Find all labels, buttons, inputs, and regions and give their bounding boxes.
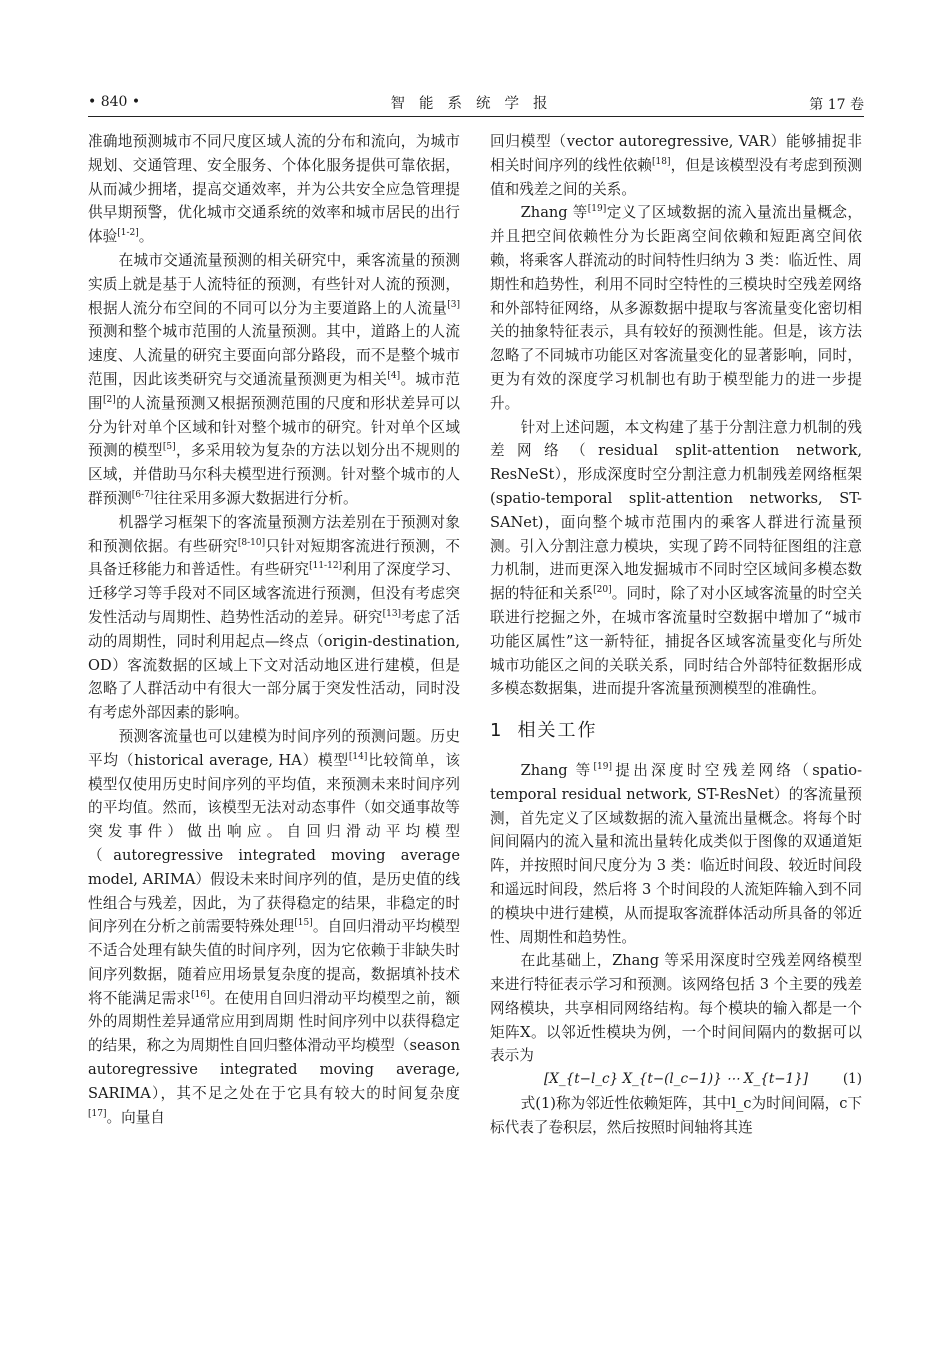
citation[interactable]: [13] <box>382 609 402 620</box>
citation[interactable]: [18] <box>652 156 671 167</box>
citation[interactable]: [6-7] <box>131 490 154 501</box>
paragraph: Zhang 等[19]提出深度时空残差网络（spatio-temporal residual network, ST-ResNet）的客流量预测，首先定义了区域数据的流入量流出量概念。将每个时间间隔内的流入量和流出量转化成类似于图像的双通道矩阵，并按照时间尺度分为 3 类：临近时间段、较近时间段和遥远时间段，然后将 3 个时间段的人流矩阵输入到不同的模块中进行建模，从而提取客流群体活动所具备的邻近性、周期性和趋势性。 <box>490 761 862 946</box>
citation[interactable]: [4] <box>387 371 401 382</box>
citation[interactable]: [8-10] <box>237 537 266 548</box>
section-number: 1 <box>490 720 504 742</box>
page-number: • 840 • <box>88 94 141 110</box>
paragraph: Zhang 等[19]定义了区域数据的流入量流出量概念，并且把空间依赖性分为长距离空间依赖和短距离空间依赖，将乘客人群流动的时间特性归纳为 3 类：临近性、周期性和趋势性，利用不同时空特性的三模块时空残差网络和外部特征网络，从多源数据中提取与客流量变化密切相关的抽象特征表示，具有较好的预测性能。但是，该方法忽略了不同城市功能区对客流量变化的显著影响，同时，更为有效的深度学习机制也有助于模型能力的进一步提升。 <box>490 204 862 412</box>
section-title: 相关工作 <box>517 720 598 742</box>
equation-body: [X_{t−l_c} X_{t−(l_c−1)} ⋯ X_{t−1}] <box>543 1071 808 1088</box>
citation[interactable]: [11-12] <box>309 561 343 572</box>
paragraph: 预测客流量也可以建模为时间序列的预测问题。历史平均（historical average, HA）模型[14]比较简单，该模型仅使用历史时间序列的平均值，来预测未来时间序列的平均值。然而，该模型无法对动态事件（如交通事故等突发事件）做出响应。自回归滑动平均模型（autoregressive integrated moving average model, ARIMA）假设未来时间序列的值，是历史值的线性组合与残差，因此，为了获得稳定的结果，非稳定的时间序列在分析之前需要特殊处理[15]。自回归滑动平均模型不适合处理有缺失值的时间序列，因为它依赖于非缺失时间序列数据，随着应用场景复杂度的提高，数据填补技术将不能满足需求[16]。在使用自回归滑动平均模型之前，额外的周期性差异通常应用到周期 性时间序列中以获得稳定的结果，称之为周期性自回归整体滑动平均模型（season autoregressive integrated moving average, SARIMA），其不足之处在于它具有较大的时间复杂度[17]。向量自 <box>88 727 460 1126</box>
citation[interactable]: [14] <box>348 751 368 762</box>
volume-number: 第 17 卷 <box>809 97 864 113</box>
citation[interactable]: [5] <box>162 442 176 453</box>
header-rule <box>88 116 864 117</box>
left-column <box>88 130 460 1129</box>
citation[interactable]: [19] <box>593 762 612 773</box>
paragraph: 准确地预测城市不同尺度区域人流的分布和流向，为城市规划、交通管理、安全服务、个体化服务提供可靠依据，从而减少拥堵，提高交通效率，并为公共安全应急管理提供早期预警，优化城市交通系统的效率和城市居民的出行体验[1-2]。 <box>88 133 460 246</box>
citation[interactable]: [2] <box>102 394 116 405</box>
paragraph: 针对上述问题，本文构建了基于分割注意力机制的残差网络（residual split-attention network, ResNeSt），形成深度时空分割注意力机制残差网络框架 (spatio-temporal split-attention networks, ST-SANet)，面向整个城市范围内的乘客人群进行流量预测。引入分割注意力模块，实现了跨不同特征图组的注意力机制，进而更深入地发掘城市不同时空区域间多模态数据的特征和关系[20]。同时，除了对小区域客流量的时空关联进行挖掘之外，在城市客流量时空数据中增加了“城市功能区属性”这一新特征，捕捉各区域客流量变化与所处城市功能区之间的关联关系，同时结合外部特征数据形成多模态数据集，进而提升客流量预测模型的准确性。 <box>490 418 862 698</box>
citation[interactable]: [16] <box>191 989 210 1000</box>
paragraph: 在城市交通流量预测的相关研究中，乘客流量的预测实质上就是基于人流特征的预测，有些针对人流的预测，根据人流分布空间的不同可以分为主要道路上的人流量[3]预测和整个城市范围的人流量预测。其中，道路上的人流速度、人流量的研究主要面向部分路段，而不是整个城市范围，因此该类研究与交通流量预测更为相关[4]。城市范围[2]的人流量预测又根据预测范围的尺度和形状差异可以分为针对单个区域和针对整个城市的研究。针对单个区域预测的模型[5]，多采用较为复杂的方法以划分出不规则的区域，并借助马尔科夫模型进行预测。针对整个城市的人群预测[6-7]往往采用多源大数据进行分析。 <box>88 251 460 507</box>
running-header <box>88 90 864 114</box>
paragraph: 机器学习框架下的客流量预测方法差别在于预测对象和预测依据。有些研究[8-10]只针对短期客流进行预测，不具备迁移能力和普适性。有些研究[11-12]利用了深度学习、迁移学习等手段对不同区域客流进行预测，但没有考虑突发性活动与周期性、趋势性活动的差异。研究[13]考虑了活动的周期性，同时利用起点—终点（origin-destination, OD）客流数据的区域上下文对活动地区进行建模，但是忽略了人群活动中有很大一部分属于突发性活动，同时没有考虑外部因素的影响。 <box>88 513 460 722</box>
right-column <box>490 130 862 1140</box>
citation[interactable]: [19] <box>587 204 607 215</box>
equation <box>490 1068 862 1092</box>
citation[interactable]: [17] <box>88 1108 107 1119</box>
equation-number: (1) <box>842 1071 862 1088</box>
paragraph: 式(1)称为邻近性依赖矩阵，其中l_c为时间间隔，c下标代表了卷积层，然后按照时间轴将其连 <box>490 1095 862 1137</box>
citation[interactable]: [1-2] <box>117 228 139 239</box>
citation[interactable]: [20] <box>593 585 612 596</box>
paragraph: 在此基础上，Zhang 等采用深度时空残差网络模型来进行特征表示学习和预测。该网络包括 3 个主要的残差网络模块，共享相同网络结构。每个模块的输入都是一个矩阵X。以邻近性模块为例，一个时间间隔内的数据可以表示为 <box>490 952 862 1065</box>
section-heading <box>490 719 862 743</box>
citation[interactable]: [3] <box>447 299 460 310</box>
paragraph: 回归模型（vector autoregressive, VAR）能够捕捉非相关时间序列的线性依赖[18]，但是该模型没有考虑到预测值和残差之间的关系。 <box>490 133 862 198</box>
journal-title: 智能系统学报 <box>390 96 562 112</box>
citation[interactable]: [15] <box>294 918 313 929</box>
